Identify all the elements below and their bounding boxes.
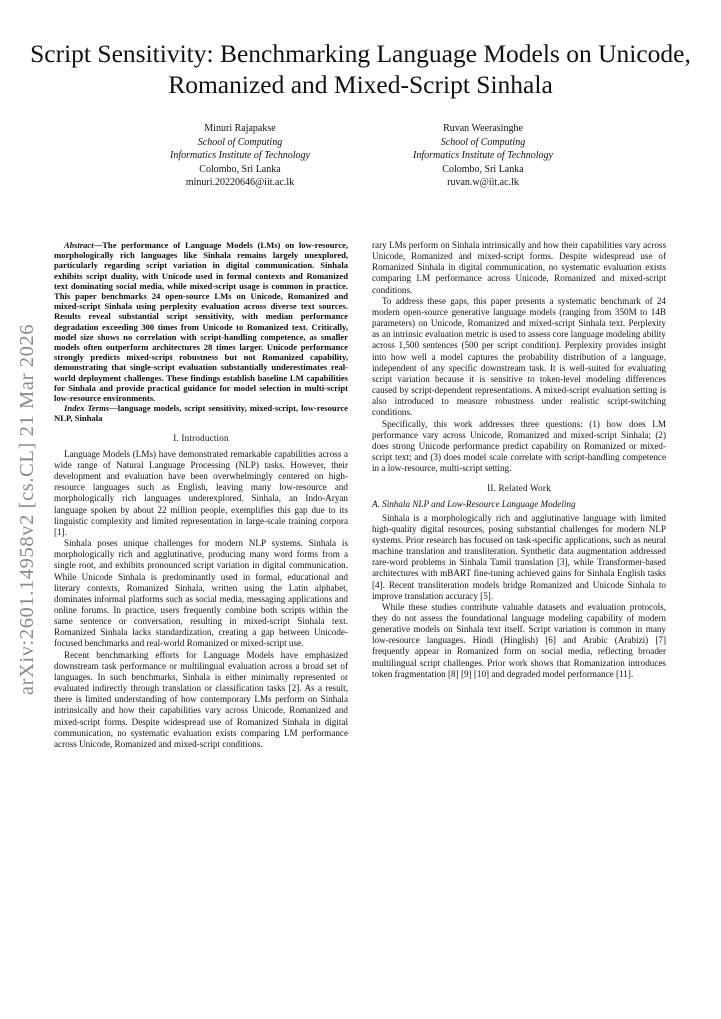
section-heading-related-work: II. Related Work [487,483,551,494]
author-1 [120,122,360,190]
arxiv-identifier: arXiv:2601.14958v2 [cs.CL] 21 Mar 2026 [16,323,39,696]
author-department: School of Computing [197,136,283,148]
intro-paragraph-2: Sinhala poses unique challenges for modern NLP systems. Sinhala is morphologically rich and agglutinative, producing many word forms from a single root, and exhibits pronounced script variation in digital communication. While Unicode Sinhala is predominantly used in formal, educational and literary contexts, Romanized Sinhala, written using the Latin alphabet, dominates informal platforms such as social media, messaging applications and online forums. In practice, users frequently combine both scripts within the same sentence or conversation, resulting in mixed-script Sinhala text. Romanized Sinhala lacks standardization, creating a gap between Unicode-focused benchmarks and real-world Romanized or mixed-script use. [54,538,348,649]
author-name: Minuri Rajapakse [204,123,276,134]
intro-paragraph-5: Specifically, this work addresses three questions: (1) how does LM performance vary across Unicode, Romanized and mixed-script Sinhala; (2) does strong Unicode performance predict capability on Romanized or mixed-script text; and (3) does model scale correlate with script-handling competence in a low-resource, multi-script setting. [372,418,666,474]
author-institution: Informatics Institute of Technology [170,150,310,162]
author-department: School of Computing [440,136,526,148]
author-email: minuri.20220646@iit.ac.lk [185,177,295,189]
index-terms-text: —language models, script sensitivity, mixed-script, low-resource NLP, Sinhala [54,403,348,424]
intro-paragraph-3: Recent benchmarking efforts for Language Models have emphasized downstream task performance or multilingual evaluation across a broad set of languages. In such benchmarks, Sinhala is either minimally represented or evaluated indirectly through translation or classification tasks [2]. As a result, there is limited understanding of how contemporary LMs perform on Sinhala intrinsically and how their capabilities vary across Unicode, Romanized and mixed-script forms. Despite widespread use of Romanized Sinhala in digital communication, no systematic evaluation exists comparing LM performance across Unicode, Romanized and mixed-script conditions. [54,649,348,749]
left-column [54,240,348,749]
abstract-label: Abstract [64,240,94,250]
author-institution: Informatics Institute of Technology [413,150,553,162]
author-location: Colombo, Sri Lanka [442,163,524,175]
related-paragraph-2: While these studies contribute valuable datasets and evaluation protocols, they do not assess the foundational language modeling capability of modern generative models on Sinhala text itself. Script variation is common in many low-resource languages. Hindi (Hinglish) [6] and Arabic (Arabizi) [7] frequently appear in Romanized form on social media, reflecting broader multilingual script challenges. Prior work shows that Romanization introduces token fragmentation [8] [9] [10] and degraded model performance [11]. [372,601,666,679]
section-heading-introduction: I. Introduction [173,432,229,443]
subsection-heading: A. Sinhala NLP and Low-Resource Language Modeling [372,499,576,510]
index-terms-label: Index Terms [64,403,110,414]
abstract-text: —The performance of Language Models (LMs) on low-resource, morphologically rich languages like Sinhala remains largely unexplored, particularly regarding script variation in digital communication. Sinhala exhibits script duality, with Unicode used in formal contexts and Romanized text dominating social media, while mixed-script usage is common in practice. This paper benchmarks 24 open-source LMs on Unicode, Romanized and mixed-script Sinhala using perplexity evaluation across diverse text sources. Results reveal substantial script sensitivity, with median performance degradation exceeding 300 times from Unicode to Romanized text. Critically, model size shows no correlation with script-handling competence, as smaller models often outperform architectures 28 times larger. Unicode performance strongly predicts mixed-script robustness but not Romanized capability, demonstrating that single-script evaluation substantially underestimates real-world deployment challenges. These findings establish baseline LM capabilities for Sinhala and provide practical guidance for model selection in multi-script low-resource environments. [54,240,348,404]
intro-paragraph-1: Language Models (LMs) have demonstrated remarkable capabilities across a wide range of Natural Language Processing (NLP) tasks. However, their development and evaluation have been overwhelmingly centered on high-resource languages such as English, leaving many low-resource and morphologically rich languages underexplored. Sinhala, an Indo-Aryan language spoken by about 22 million people, exemplifies this gap due to its linguistic complexity and limited representation in large-scale training corpora [1]. [54,448,348,537]
paper-title: Script Sensitivity: Benchmarking Language Models on Unicode, Romanized and Mixed-Script Sinhala [30,39,691,99]
abstract [54,240,348,424]
author-name: Ruvan Weerasinghe [443,123,523,134]
author-email: ruvan.w@iit.ac.lk [447,177,519,189]
author-2 [363,122,603,190]
intro-paragraph-4: To address these gaps, this paper presents a systematic benchmark of 24 modern open-source generative language models (ranging from 350M to 14B parameters) on Unicode, Romanized and mixed-script Sinhala text. Perplexity as an intrinsic evaluation metric is used to assess core language modeling ability across 1,500 sentences (500 per script condition). Perplexity provides insight into how well a model captures the probability distribution of a language, independent of any specific downstream task. It is well-suited for evaluating script variation because it is sensitive to token-level modeling differences caused by script-dependent representations. A mixed-script evaluation setting is also introduced to measure robustness under realistic script-switching conditions. [372,295,666,418]
right-column [372,240,666,680]
related-paragraph-1: Sinhala is a morphologically rich and agglutinative language with limited high-quality digital resources, posing substantial challenges for modern NLP systems. Prior research has focused on task-specific applications, such as neural machine translation and transliteration. Synthetic data augmentation addressed rare-word problems in Sinhala Tamil translation [3], while Transformer-based architectures with mBART fine-tuning achieved gains for Sinhala English tasks [4]. Recent transliteration models bridge Romanized and Unicode Sinhala to improve translation accuracy [5]. [372,512,666,601]
author-location: Colombo, Sri Lanka [199,163,281,175]
intro-paragraph-3-continued: rary LMs perform on Sinhala intrinsically and how their capabilities vary across Unicode, Romanized and mixed-script forms. Despite widespread use of Romanized Sinhala in digital communication, no systematic evaluation exists comparing LM performance across Unicode, Romanized and mixed-script conditions. [372,240,666,295]
